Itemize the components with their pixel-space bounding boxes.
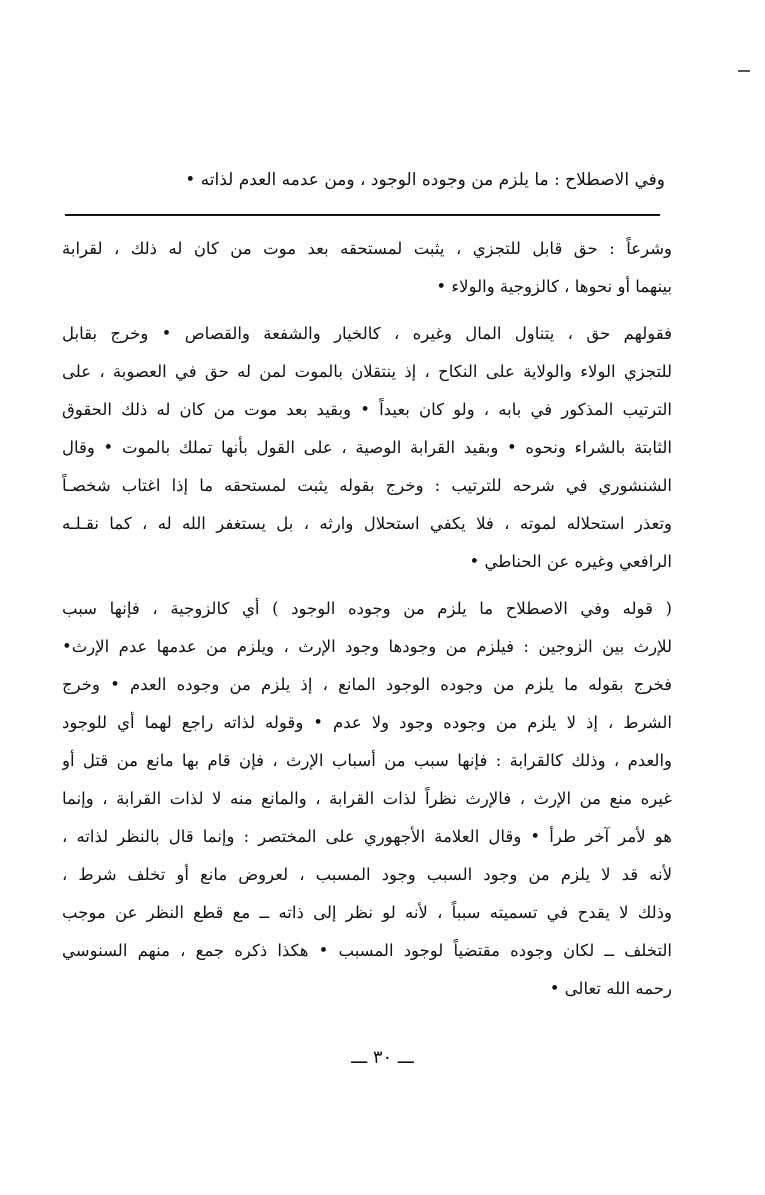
- text-line: فقولهم حق ، يتناول المال وغيره ، كالخيار والشفعة والقصاص • وخرج بقابل: [62, 324, 672, 343]
- text-line: وشرعاً : حق قابل للتجزي ، يثبت لمستحقه بعد موت من كان له ذلك ، لقرابة: [62, 239, 672, 258]
- text-line: هو لأمر آخر طرأ • وقال العلامة الأجهوري على المختصر : وإنما قال بالنظر لذاته ،: [62, 827, 672, 846]
- text-line: التخلف ــ لكان وجوده مقتضياً لوجود المسبب • هكذا ذكره جمع ، منهم السنوسي: [62, 941, 672, 960]
- text-line: غيره منع من الإرث ، فالإرث نظراً لذات القرابة ، والمانع منه لا لذات القرابة ، وإنما: [62, 789, 672, 808]
- paragraph-3: [62, 590, 672, 1008]
- text-line: الترتيب المذكور في بابه ، ولو كان بعيداً • وبقيد بعد موت من كان له ذلك الحقوق: [62, 400, 672, 419]
- text-line: لأنه قد لا يلزم من وجود السبب وجود المسبب ، لعروض مانع أو تخلف شرط ،: [62, 865, 672, 884]
- text-line: بينهما أو نحوها ، كالزوجية والولاء •: [436, 277, 672, 296]
- paragraph-2: [62, 315, 672, 581]
- paragraph-1: [62, 230, 672, 306]
- header-rule: [65, 214, 660, 216]
- text-line: رحمه الله تعالى •: [549, 979, 672, 998]
- corner-mark: [738, 70, 750, 72]
- text-line: ( قوله وفي الاصطلاح ما يلزم من وجوده الوجود ) أي كالزوجية ، فإنها سبب: [62, 599, 672, 618]
- text-line: الرافعي وغيره عن الحناطي •: [469, 552, 672, 571]
- text-line: للإرث بين الزوجين : فيلزم من وجودها وجود الإرث ، ويلزم من عدمها عدم الإرث•: [62, 637, 672, 656]
- definition-header: وفي الاصطلاح : ما يلزم من وجوده الوجود ، ومن عدمه العدم لذاته •: [185, 170, 665, 190]
- text-line: وذلك لا يقدح في تسميته سبباً ، لأنه لو نظر إلى ذاته ــ مع قطع النظر عن موجب: [62, 903, 672, 922]
- text-line: والعدم ، وذلك كالقرابة : فإنها سبب من أسباب الإرث ، فإن قام بها مانع من قتل أو: [62, 751, 672, 770]
- page-number: ـــ ٣٠ ـــ: [351, 1047, 414, 1068]
- text-line: الشنشوري في شرحه للترتيب : وخرج بقوله يثبت لمستحقه ما إذا اغتاب شخصـاً: [62, 476, 672, 495]
- text-line: للتجزي الولاء والولاية على النكاح ، إذ ينتقلان بالموت لمن له حق في العصوبة ، على: [62, 362, 672, 381]
- text-line: الشرط ، إذ لا يلزم من وجوده وجود ولا عدم • وقوله لذاته راجع لهما أي للوجود: [62, 713, 672, 732]
- text-line: وتعذر استحلاله لموته ، فلا يكفي استحلال وارثه ، بل يستغفر الله له ، كما نقـلـه: [62, 514, 672, 533]
- text-line: الثابتة بالشراء ونحوه • وبقيد القرابة الوصية ، على القول بأنها تملك بالموت • وقال: [62, 438, 672, 457]
- text-line: فخرج بقوله ما يلزم من وجوده الوجود المانع ، إذ يلزم من وجوده العدم • وخرج: [62, 675, 672, 694]
